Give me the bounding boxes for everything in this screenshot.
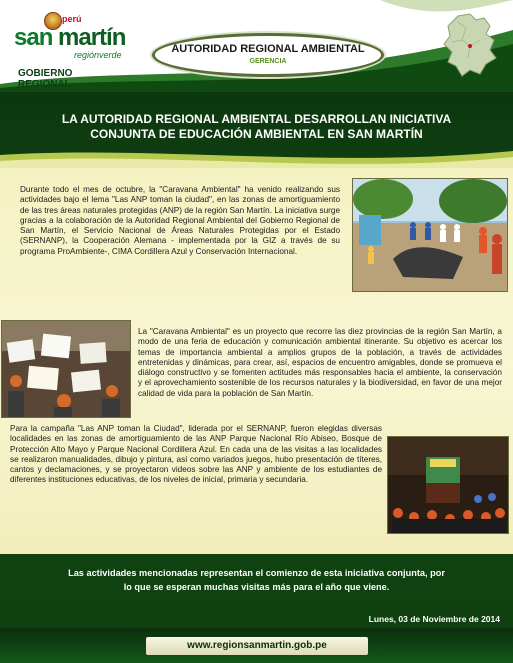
closing-line-1: Las actividades mencionadas representan el comienzo de esta iniciativa conjunta, por bbox=[68, 568, 445, 578]
paragraph-3: Para la campaña "Las ANP toman la Ciudad", liderada por el SERNANP, fueron elegidas diversas localidades en las zonas de amortiguamiento de las ANP Parque Nacional Río Abiseo, Bosque de Protección Alto Mayo y Parque Nacional Cordillera Azul. En cada una de las visitas a las localidades se realizaron manualidades, dibujo y pintura, así como variados juegos, hubo presentación de títeres, cantos y declamaciones, y se proyectaron videos sobre las ANP y ambiente de los estudiantes de diferentes instituciones educativas, de los niveles de inicial, primaria y secundaria. bbox=[10, 424, 382, 485]
website-link[interactable]: www.regionsanmartin.gob.pe bbox=[187, 640, 327, 651]
content-panel bbox=[0, 168, 513, 554]
closing-statement bbox=[24, 566, 489, 594]
badge-title: AUTORIDAD REGIONAL AMBIENTAL bbox=[171, 43, 365, 55]
puppet-show-photo bbox=[387, 436, 509, 534]
publication-date: Lunes, 03 de Noviembre de 2014 bbox=[368, 614, 500, 624]
paragraph-2: La "Caravana Ambiental" es un proyecto que recorre las diez provincias de la región San Martín, a modo de una feria de educación y comunicación ambiental itinerante. Su objetivo es acercar los temas de importancia ambiental a amplios grupos de la población, a través de actividades entretenidas y dinámicas, para crear, así, espacios de encuentro amigables, donde se promueva el diálogo constructivo y se fomenten actitudes más responsables hacia el ambiente, la conservación y el aprovechamiento sostenible de los recursos naturales y la biodiversidad, en favor de una mejor calidad de vida para la población de San Martín. bbox=[138, 327, 502, 398]
header bbox=[0, 0, 513, 92]
badge-subtitle: GERENCIA bbox=[249, 58, 287, 65]
closing-line-2: lo que se esperan muchas visitas más para el año que viene. bbox=[123, 582, 390, 592]
gobierno-regional-logo bbox=[14, 8, 126, 90]
children-drawings-photo bbox=[1, 320, 131, 418]
caravana-photo-outdoor bbox=[352, 178, 508, 292]
page-headline bbox=[20, 112, 493, 142]
logo-peru-text: perú bbox=[62, 14, 82, 24]
logo-region-verde-text: regiónverde bbox=[74, 50, 122, 60]
headline-line-2: CONJUNTA DE EDUCACIÓN AMBIENTAL EN SAN MARTÍN bbox=[90, 127, 423, 141]
paragraph-1: Durante todo el mes de octubre, la "Caravana Ambiental" ha venido realizando sus actividades bajo el lema "Las ANP toman la ciudad", en las zonas de amortiguamiento de las tres áreas naturales protegidas (ANP) de la región San Martín. La iniciativa surge gracias a la colaboración de la Autoridad Regional Ambiental del Gobierno Regional de San Martín, el Servicio Nacional de Áreas Naturales Protegidas por el Estado (SERNANP), la Cooperación Alemana - implementada por la GIZ a través de su programa ProAmbiente-, CIMA Cordillera Azul y Conservación Internacional. bbox=[20, 185, 340, 256]
logo-gobierno-regional-text: GOBIERNO REGIONAL bbox=[18, 68, 73, 90]
region-map-icon bbox=[440, 12, 502, 78]
authority-badge bbox=[152, 33, 384, 77]
logo-san-text: san bbox=[14, 24, 53, 51]
headline-line-1: LA AUTORIDAD REGIONAL AMBIENTAL DESARROLLAN INICIATIVA bbox=[61, 112, 452, 126]
logo-martin-text: martín bbox=[58, 24, 126, 51]
